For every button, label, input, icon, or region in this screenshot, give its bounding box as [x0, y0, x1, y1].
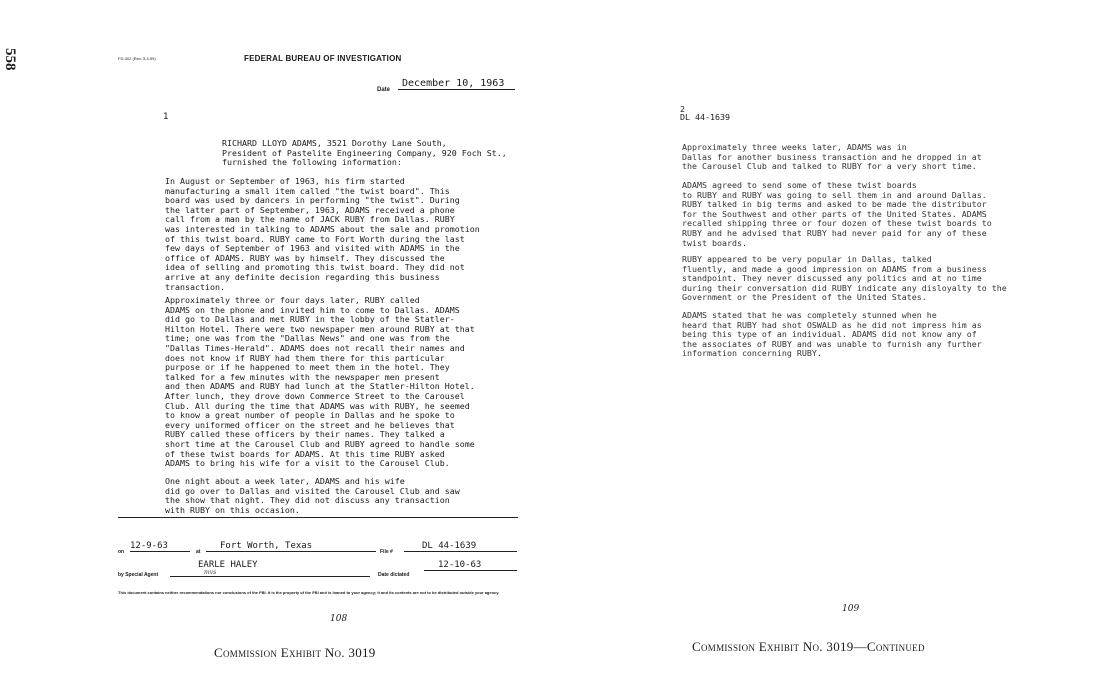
date-value: December 10, 1963 [398, 78, 515, 90]
file-reference: DL 44-1639 [680, 112, 730, 122]
agent-line [170, 560, 370, 577]
page-marker-right: 2 [680, 104, 685, 114]
page-number: 558 [2, 48, 18, 71]
date-dictated-value: 12-10-63 [424, 560, 517, 571]
disclaimer: This document contains neither recommendations nor conclusions of the FBI. It is the property of the FBI and is loaned to your agency; it and its contents are not to be distributed outside your agency. [118, 590, 500, 595]
form-number: FD-302 (Rev. 3-3-59) [118, 56, 156, 61]
date-label: Date [377, 87, 391, 93]
on-value: 12-9-63 [130, 541, 190, 552]
right-paragraph-2: ADAMS agreed to send some of these twist boards to RUBY and RUBY was going to sell them in and around Dallas. RUBY talked in big terms and asked to be made the distributor for the Southwest and other parts of the United States. ADAMS recalled shipping three or four dozen of these twist boards to RUBY and he advised that RUBY had never paid for any of these twist boards. [682, 180, 992, 248]
page-marker-left: 1 [163, 112, 169, 122]
paragraph-1: In August or September of 1963, his firm started manufacturing a small item called "the twist board". This board was used by dancers in performing "the twist". During the latter part of September, 1963, ADAMS received a phone call from a man by the name of JACK RUBY from Dallas. RUBY was interested in talking to ADAMS about the sale and promotion of this twist board. RUBY came to Fort Worth during the last few days of September of 1963 and visited with ADAMS in the office of ADAMS. RUBY was by himself. They discussed the idea of selling and promoting this twist board. They did not arrive at any definite decision regarding this business transaction. [165, 176, 480, 292]
paragraph-3: One night about a week later, ADAMS and his wife did go over to Dallas and visited the Carousel Club and saw the show that night. They did not discuss any transaction with RUBY on this occasion. [165, 476, 460, 515]
right-paragraph-1: Approximately three weeks later, ADAMS was in Dallas for another business transaction and he dropped in at the Carousel Club and talked to RUBY for a very short time. [682, 142, 982, 172]
by-agent-label: by Special Agent [118, 572, 159, 578]
agent-value: EARLE HALEY [198, 560, 258, 570]
date-dictated-label: Date dictated [378, 572, 410, 578]
file-label: File # [380, 549, 393, 555]
agent-initials: mvs [204, 569, 217, 576]
agency-header: FEDERAL BUREAU OF INVESTIGATION [244, 54, 402, 63]
at-label: at [196, 549, 201, 555]
handwritten-page-right: 109 [842, 604, 860, 614]
caption-left: Commission Exhibit No. 3019 [214, 645, 376, 660]
handwritten-page-left: 108 [330, 614, 348, 624]
on-label: on [118, 549, 125, 555]
right-paragraph-4: ADAMS stated that he was completely stunned when he heard that RUBY had shot OSWALD as he did not impress him as being this type of an individual. ADAMS did not know any of the associates of RUBY and was unable to furnish any further information concerning RUBY. [682, 310, 982, 359]
intro-paragraph: RICHARD LLOYD ADAMS, 3521 Dorothy Lane South, President of Pastelite Engineering Company, 920 Foch St., furnished the following information: [222, 138, 507, 168]
right-paragraph-3: RUBY appeared to be very popular in Dallas, talked fluently, and made a good impression on ADAMS from a business standpoint. They never discussed any politics and at no time during their conversation did RUBY indicate any disloyalty to the Government or the President of the United States. [682, 254, 1007, 303]
paragraph-2: Approximately three or four days later, RUBY called ADAMS on the phone and invited him to come to Dallas. ADAMS did go to Dallas and met RUBY in the lobby of the Statler- Hilton Hotel. There were two newspaper men around RUBY at that time; one was from the "Dallas News" and one was from the "Dallas Times-Herald". ADAMS does not recall their names and does not know if RUBY had them there for this particular purpose or if he happened to meet them in the hotel. They talked for a few minutes with the newspaper men present and then ADAMS and RUBY had lunch at the Statler-Hilton Hotel. After lunch, they drove down Commerce Street to the Carousel Club. All during the time that ADAMS was with RUBY, he seemed to know a great number of people in Dallas and he spoke to every uniformed officer on the street and he believes that RUBY called these officers by their names. They talked a short time at the Carousel Club and RUBY agreed to handle some of these twist boards for ADAMS. At this time RUBY asked ADAMS to bring his wife for a visit to the Carousel Club. [165, 295, 475, 469]
caption-right: Commission Exhibit No. 3019—Continued [692, 639, 925, 654]
file-value: DL 44-1639 [404, 541, 517, 552]
at-value: Fort Worth, Texas [206, 541, 376, 552]
footer-rule [118, 517, 518, 518]
